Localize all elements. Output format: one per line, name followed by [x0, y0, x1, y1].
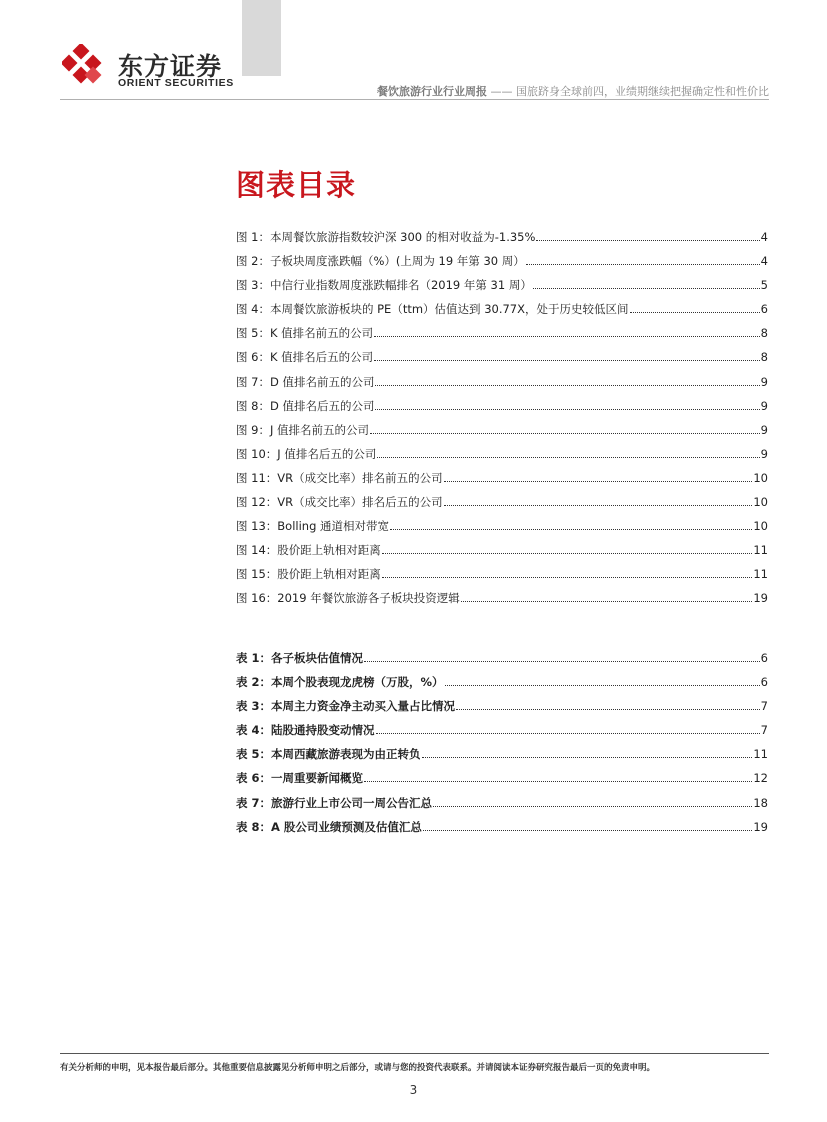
figure-toc-entry[interactable] — [236, 374, 768, 398]
toc-entry-label: 表 5：本周西藏旅游表现为由正转负 — [236, 747, 421, 762]
table-list — [236, 650, 768, 843]
header-side-band — [242, 0, 281, 76]
toc-entry-label: 图 4：本周餐饮旅游板块的 PE（ttm）估值达到 30.77X，处于历史较低区间 — [236, 302, 629, 317]
figure-toc-entry[interactable] — [236, 494, 768, 518]
figure-toc-entry[interactable] — [236, 470, 768, 494]
figure-toc-entry[interactable] — [236, 590, 768, 614]
dot-leader — [536, 231, 759, 241]
toc-entry-page: 10 — [753, 495, 768, 510]
toc-entry-page: 10 — [753, 470, 768, 485]
page-title: 图表目录 — [236, 168, 357, 202]
figure-toc-entry[interactable] — [236, 349, 768, 373]
toc-entry-label: 表 3：本周主力资金净主动买入量占比情况 — [236, 699, 456, 714]
report-title: 餐饮旅游行业行业周报 — [377, 85, 487, 98]
dot-leader — [382, 544, 753, 554]
dot-leader — [375, 400, 759, 410]
figure-toc-entry[interactable] — [236, 325, 768, 349]
table-toc-entry[interactable] — [236, 698, 768, 722]
dot-leader — [461, 592, 753, 602]
figure-toc-entry[interactable] — [236, 229, 768, 253]
toc-entry-page: 4 — [760, 254, 768, 269]
dot-leader — [364, 652, 760, 662]
dot-leader — [376, 724, 760, 734]
toc-entry-label: 表 8：A 股公司业绩预测及估值汇总 — [236, 819, 422, 834]
table-toc-entry[interactable] — [236, 746, 768, 770]
dot-leader — [370, 424, 760, 434]
figure-toc-entry[interactable] — [236, 398, 768, 422]
table-toc-entry[interactable] — [236, 819, 768, 843]
toc-entry-label: 图 13：Bolling 通道相对带宽 — [236, 519, 390, 534]
toc-entry-label: 图 1：本周餐饮旅游指数较沪深 300 的相对收益为-1.35% — [236, 230, 536, 244]
dot-leader — [375, 376, 759, 386]
page-number: 3 — [409, 1083, 418, 1097]
report-subtitle: 国旅跻身全球前四，业绩期继续把握确定性和性价比 — [516, 85, 769, 98]
toc-entry-page: 9 — [760, 422, 768, 437]
dot-leader — [456, 700, 760, 710]
toc-entry-label: 图 16：2019 年餐饮旅游各子板块投资逻辑 — [236, 591, 460, 606]
toc-entry-label: 图 6：K 值排名后五的公司 — [236, 350, 374, 365]
toc-entry-label: 图 12：VR（成交比率）排名后五的公司 — [236, 495, 443, 510]
dot-leader — [526, 255, 760, 265]
figure-toc-entry[interactable] — [236, 253, 768, 277]
toc-entry-page: 9 — [760, 446, 768, 461]
figure-toc-entry[interactable] — [236, 446, 768, 470]
figure-toc-entry[interactable] — [236, 422, 768, 446]
footer-disclaimer: 有关分析师的申明，见本报告最后部分。其他重要信息披露见分析师申明之后部分，或请与您的投资代表联系。并请阅读本证券研究报告最后一页的免责申明。 — [60, 1063, 656, 1073]
toc-entry-page: 6 — [760, 651, 768, 665]
figure-toc-entry[interactable] — [236, 518, 768, 542]
dot-leader — [364, 772, 752, 782]
orient-securities-logo-icon — [62, 44, 110, 92]
toc-entry-label: 图 15：股价距上轨相对距离 — [236, 567, 381, 582]
toc-entry-page: 6 — [760, 675, 768, 690]
dot-leader — [630, 303, 760, 313]
toc-entry-page: 10 — [753, 519, 768, 534]
footer-divider — [60, 1053, 769, 1054]
dot-leader — [422, 748, 753, 758]
toc-entry-page: 5 — [760, 278, 768, 293]
toc-entry-label: 图 9：J 值排名前五的公司 — [236, 422, 370, 437]
figure-toc-entry[interactable] — [236, 301, 768, 325]
toc-entry-label: 图 10：J 值排名后五的公司 — [236, 446, 377, 461]
dot-leader — [433, 797, 752, 807]
dot-leader — [444, 472, 753, 482]
brand-name-en: ORIENT SECURITIES — [118, 77, 234, 89]
toc-entry-page: 9 — [760, 374, 768, 389]
toc-entry-page: 18 — [753, 795, 768, 810]
toc-entry-label: 图 3：中信行业指数周度涨跌幅排名（2019 年第 31 周） — [236, 278, 532, 293]
figure-toc-entry[interactable] — [236, 277, 768, 301]
toc-entry-page: 8 — [760, 326, 768, 341]
brand-name-cn: 东方证券 — [118, 52, 223, 81]
dot-leader — [444, 496, 753, 506]
toc-entry-label: 图 11：VR（成交比率）排名前五的公司 — [236, 470, 443, 485]
toc-entry-page: 8 — [760, 350, 768, 365]
toc-entry-page: 19 — [753, 591, 768, 606]
toc-entry-label: 图 5：K 值排名前五的公司 — [236, 326, 374, 341]
toc-entry-label: 图 8：D 值排名后五的公司 — [236, 398, 375, 413]
toc-entry-page: 6 — [760, 302, 768, 317]
toc-entry-page: 11 — [753, 747, 768, 762]
figure-list — [236, 229, 768, 615]
figure-toc-entry[interactable] — [236, 542, 768, 566]
dot-leader — [533, 279, 760, 289]
toc-entry-page: 9 — [760, 398, 768, 413]
toc-entry-page: 12 — [753, 771, 768, 786]
figure-toc-entry[interactable] — [236, 566, 768, 590]
dot-leader — [423, 821, 752, 831]
table-toc-entry[interactable] — [236, 674, 768, 698]
toc-entry-page: 19 — [753, 819, 768, 834]
table-toc-entry[interactable] — [236, 650, 768, 674]
report-header — [377, 83, 769, 99]
toc-entry-page: 7 — [760, 699, 768, 714]
dot-leader — [382, 568, 753, 578]
toc-entry-page: 11 — [753, 543, 768, 558]
dot-leader — [374, 327, 760, 337]
header-divider — [60, 99, 769, 100]
toc-entry-label: 表 2：本周个股表现龙虎榜（万股，%） — [236, 675, 444, 690]
toc-entry-label: 表 4：陆股通持股变动情况 — [236, 723, 375, 738]
toc-entry-label: 图 2：子板块周度涨跌幅（%）(上周为 19 年第 30 周） — [236, 254, 525, 269]
dot-leader — [377, 448, 759, 458]
dot-leader — [445, 676, 760, 686]
toc-entry-page: 4 — [760, 230, 768, 244]
header-separator: —— — [490, 85, 513, 98]
table-toc-entry[interactable] — [236, 795, 768, 819]
toc-entry-label: 图 14：股价距上轨相对距离 — [236, 543, 381, 558]
toc-entry-label: 表 1：各子板块估值情况 — [236, 651, 364, 665]
toc-entry-label: 表 7：旅游行业上市公司一周公告汇总 — [236, 795, 433, 810]
toc-entry-label: 表 6：一周重要新闻概览 — [236, 771, 364, 786]
toc-entry-page: 11 — [753, 567, 768, 582]
dot-leader — [374, 351, 760, 361]
table-toc-entry[interactable] — [236, 770, 768, 794]
toc-entry-page: 7 — [760, 723, 768, 738]
table-toc-entry[interactable] — [236, 722, 768, 746]
toc-entry-label: 图 7：D 值排名前五的公司 — [236, 374, 375, 389]
dot-leader — [390, 520, 752, 530]
